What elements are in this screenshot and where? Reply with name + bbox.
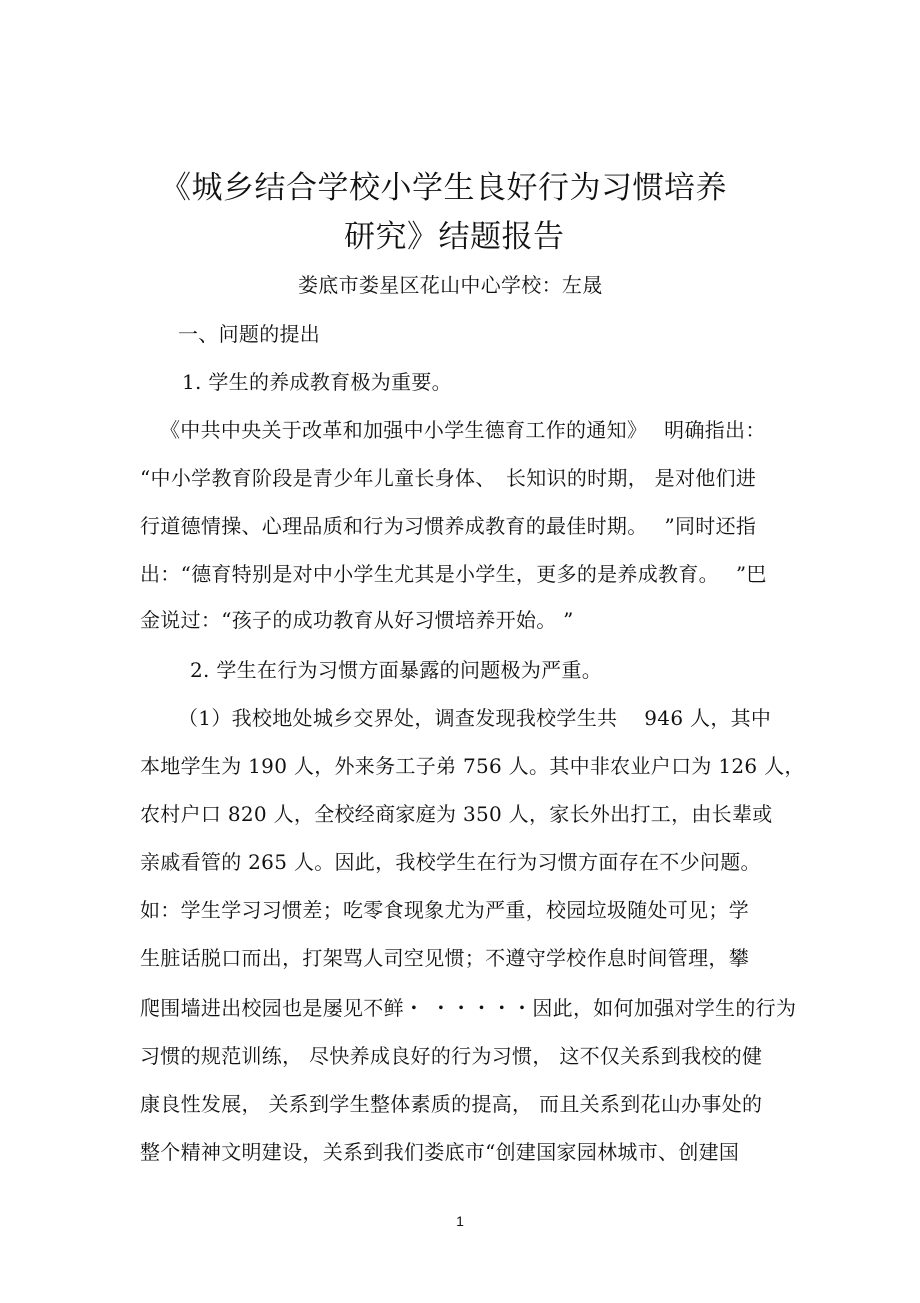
paragraph-line: “中小学教育阶段是青少年儿童长身体、 长知识的时期， 是对他们进 xyxy=(140,466,757,490)
paragraph-line: 习惯的规范训练， 尽快养成良好的行为习惯， 这不仅关系到我校的健 xyxy=(140,1044,763,1068)
paragraph-line: 行道德情操、心理品质和行为习惯养成教育的最佳时期。 ”同时还指 xyxy=(140,514,757,538)
paragraph-line: 生脏话脱口而出，打架骂人司空见惯；不遵守学校作息时间管理，攀 xyxy=(140,946,749,970)
paragraph-line: 金说过：“孩子的成功教育从好习惯培养开始。 ” xyxy=(140,608,574,632)
paragraph-line: 亲戚看管的 265 人。因此，我校学生在行为习惯方面存在不少问题。 xyxy=(140,850,761,874)
section-heading: 一、问题的提出 xyxy=(178,322,321,346)
paragraph-line: （1）我校地处城乡交界处，调查发现我校学生共 946 人，其中 xyxy=(178,706,772,730)
paragraph-line: 整个精神文明建设，关系到我们娄底市“创建国家园林城市、创建国 xyxy=(140,1140,740,1164)
paragraph-line: 本地学生为 190 人，外来务工子弟 756 人。其中非农业户口为 126 人， xyxy=(140,754,805,778)
document-title-line-2: 研究》结题报告 xyxy=(344,219,565,255)
subsection-heading: 2. 学生在行为习惯方面暴露的问题极为严重。 xyxy=(190,658,603,682)
paragraph-line: 出：“德育特别是对中小学生尤其是小学生，更多的是养成教育。 ”巴 xyxy=(140,562,767,586)
paragraph-line: 康良性发展， 关系到学生整体素质的提高， 而且关系到花山办事处的 xyxy=(140,1092,763,1116)
author-line: 娄底市娄星区花山中心学校：左晟 xyxy=(298,273,603,297)
subsection-heading: 1. 学生的养成教育极为重要。 xyxy=(182,370,452,394)
paragraph-line: 《中共中央关于改革和加强中小学生德育工作的通知》 明确指出： xyxy=(160,418,766,442)
document-title-line-1: 《城乡结合学校小学生良好行为习惯培养 xyxy=(160,170,727,206)
paragraph-line: 爬围墙进出校园也是屡见不鲜・ ・・・・・因此，如何加强对学生的行为 xyxy=(140,996,797,1020)
page-number: 1 xyxy=(456,1213,464,1229)
paragraph-line: 如：学生学习习惯差；吃零食现象尤为严重，校园垃圾随处可见；学 xyxy=(140,898,749,922)
paragraph-line: 农村户口 820 人，全校经商家庭为 350 人，家长外出打工，由长辈或 xyxy=(140,802,773,826)
